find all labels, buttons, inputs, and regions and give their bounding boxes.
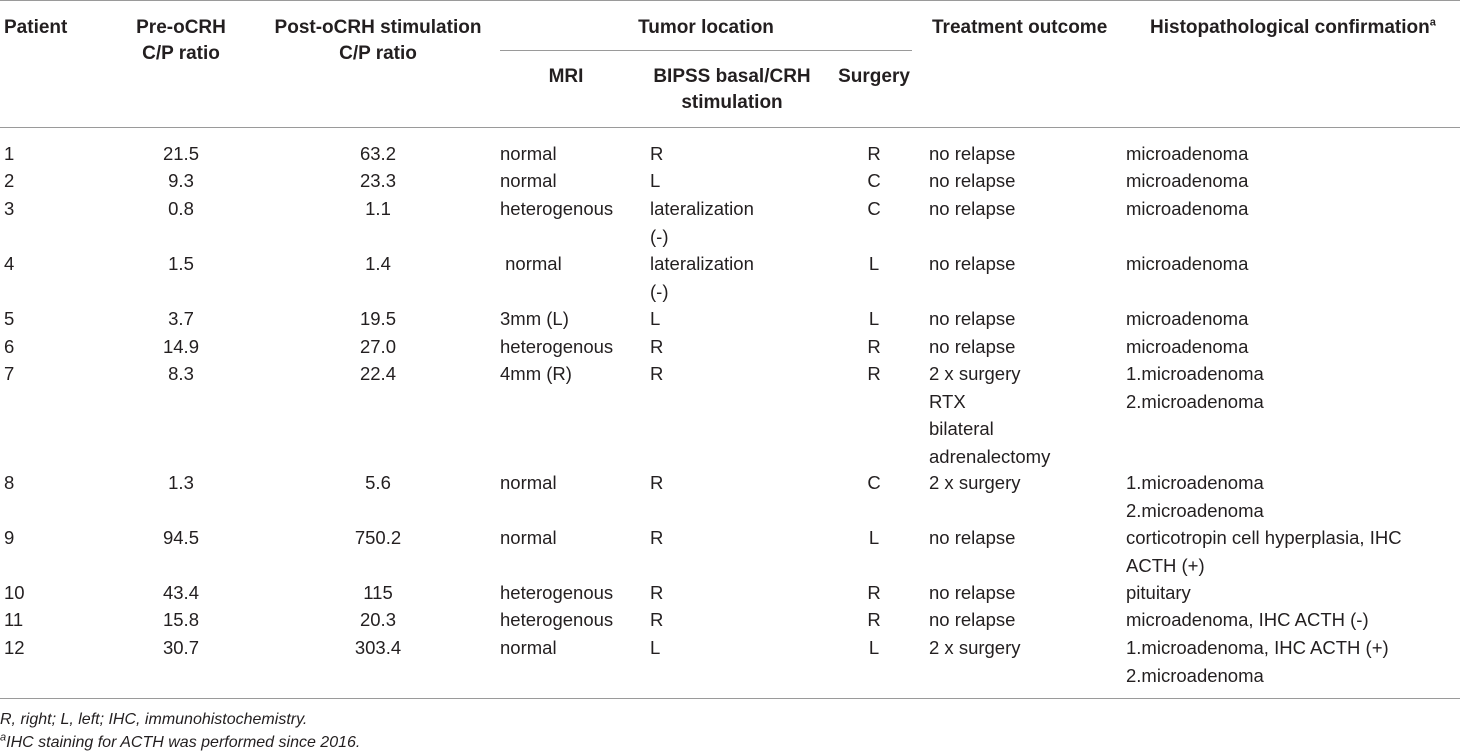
cell-surgery: R xyxy=(867,143,881,164)
header-outcome: Treatment outcome xyxy=(932,17,1108,38)
cell-pre: 14.9 xyxy=(162,336,199,357)
cell-mri: normal xyxy=(500,527,557,548)
cell-pre: 0.8 xyxy=(168,198,194,219)
cell-outcome: no relapse xyxy=(929,336,1016,357)
header-post: Post-oCRH stimulation C/P ratio xyxy=(274,17,482,64)
cell-bipss: L xyxy=(650,170,661,191)
cell-surgery: L xyxy=(868,637,880,658)
cell-surgery: R xyxy=(867,609,881,630)
cell-pre: 15.8 xyxy=(162,609,199,630)
cell-mri: normal xyxy=(500,170,557,191)
cell-post: 27.0 xyxy=(359,336,396,357)
cell-surgery: C xyxy=(867,472,881,493)
cell-outcome: 2 x surgery RTX bilateral adrenalectomy xyxy=(929,363,1051,467)
cell-outcome: no relapse xyxy=(929,609,1016,630)
cell-bipss: lateralization (-) xyxy=(650,253,754,302)
cell-histo: microadenoma, IHC ACTH (-) xyxy=(1126,609,1369,630)
cell-patient: 6 xyxy=(4,336,15,357)
cell-post: 1.4 xyxy=(365,253,391,274)
cell-histo: 1.microadenoma, IHC ACTH (+) 2.microadenoma xyxy=(1126,637,1389,686)
cell-mri: heterogenous xyxy=(500,336,614,357)
cell-pre: 43.4 xyxy=(162,582,199,603)
cell-histo: microadenoma xyxy=(1126,170,1249,191)
cell-post: 1.1 xyxy=(365,198,391,219)
cell-surgery: C xyxy=(867,198,881,219)
bottom-rule xyxy=(0,698,1460,699)
cell-outcome: no relapse xyxy=(929,582,1016,603)
cell-bipss: L xyxy=(650,308,661,329)
cell-surgery: C xyxy=(867,170,881,191)
header-histo: Histopathological confirmation$^a$ xyxy=(1150,16,1436,38)
cell-histo: microadenoma xyxy=(1126,198,1249,219)
cell-pre: 1.3 xyxy=(168,472,194,493)
cell-pre: 94.5 xyxy=(162,527,199,548)
cell-surgery: R xyxy=(867,363,881,384)
cell-histo: microadenoma xyxy=(1126,308,1249,329)
cell-post: 20.3 xyxy=(359,609,396,630)
tumor-location-rule xyxy=(500,50,912,51)
cell-outcome: no relapse xyxy=(929,143,1016,164)
cell-mri: heterogenous xyxy=(500,609,614,630)
cell-patient: 10 xyxy=(4,582,25,603)
cell-post: 115 xyxy=(363,582,393,603)
cell-histo: pituitary xyxy=(1126,582,1191,603)
cell-patient: 5 xyxy=(4,308,15,329)
cell-outcome: no relapse xyxy=(929,170,1016,191)
cell-bipss: L xyxy=(650,637,661,658)
cell-patient: 12 xyxy=(4,637,25,658)
cell-patient: 4 xyxy=(4,253,15,274)
cell-patient: 7 xyxy=(4,363,15,384)
cell-pre: 21.5 xyxy=(162,143,199,164)
cell-surgery: L xyxy=(868,308,880,329)
cell-bipss: R xyxy=(650,363,664,384)
cell-histo: microadenoma xyxy=(1126,336,1249,357)
cell-pre: 9.3 xyxy=(168,170,194,191)
cell-patient: 3 xyxy=(4,198,15,219)
header-pre: Pre-oCRH C/P ratio xyxy=(136,17,226,64)
cell-post: 303.4 xyxy=(354,637,402,658)
cell-outcome: no relapse xyxy=(929,198,1016,219)
cell-mri: normal xyxy=(500,253,562,274)
cell-outcome: no relapse xyxy=(929,308,1016,329)
header-tumor-location: Tumor location xyxy=(638,17,774,38)
cell-histo: corticotropin cell hyperplasia, IHC ACTH (+) xyxy=(1126,527,1402,576)
cell-bipss: lateralization (-) xyxy=(650,198,754,247)
cell-pre: 8.3 xyxy=(168,363,194,384)
header-bipss: BIPSS basal/CRH stimulation xyxy=(653,66,811,113)
header-mri: MRI xyxy=(548,66,584,87)
cell-post: 750.2 xyxy=(354,527,402,548)
cell-bipss: R xyxy=(650,582,664,603)
header-patient: Patient xyxy=(4,17,68,38)
cell-surgery: L xyxy=(868,527,880,548)
cell-patient: 1 xyxy=(4,143,15,164)
cell-patient: 2 xyxy=(4,170,15,191)
cell-post: 23.3 xyxy=(359,170,396,191)
cell-bipss: R xyxy=(650,527,664,548)
cell-post: 22.4 xyxy=(359,363,396,384)
cell-patient: 9 xyxy=(4,527,15,548)
cell-pre: 3.7 xyxy=(168,308,194,329)
cell-surgery: R xyxy=(867,336,881,357)
cell-surgery: L xyxy=(868,253,880,274)
cell-mri: normal xyxy=(500,637,557,658)
cell-outcome: no relapse xyxy=(929,527,1016,548)
cell-post: 63.2 xyxy=(359,143,396,164)
cell-bipss: R xyxy=(650,609,664,630)
footnote-a: $^a$IHC staining for ACTH was performed since 2016. xyxy=(0,731,361,751)
cell-histo: microadenoma xyxy=(1126,253,1249,274)
cell-bipss: R xyxy=(650,472,664,493)
cell-bipss: R xyxy=(650,143,664,164)
cell-outcome: 2 x surgery xyxy=(929,637,1021,658)
cell-outcome: no relapse xyxy=(929,253,1016,274)
cell-surgery: R xyxy=(867,582,881,603)
cell-pre: 30.7 xyxy=(162,637,199,658)
cell-histo: microadenoma xyxy=(1126,143,1249,164)
cell-patient: 11 xyxy=(4,609,24,630)
cell-mri: heterogenous xyxy=(500,582,614,603)
cell-histo: 1.microadenoma 2.microadenoma xyxy=(1126,363,1264,412)
cell-patient: 8 xyxy=(4,472,15,493)
cell-mri: normal xyxy=(500,143,557,164)
cell-pre: 1.5 xyxy=(168,253,194,274)
cell-histo: 1.microadenoma 2.microadenoma xyxy=(1126,472,1264,521)
top-rule xyxy=(0,0,1460,1)
footnote-abbreviations: R, right; L, left; IHC, immunohistochemistry. xyxy=(0,711,308,728)
header-rule xyxy=(0,127,1460,128)
cell-outcome: 2 x surgery xyxy=(929,472,1021,493)
cell-post: 5.6 xyxy=(365,472,391,493)
cell-bipss: R xyxy=(650,336,664,357)
cell-mri: 4mm (R) xyxy=(500,363,572,384)
cell-mri: heterogenous xyxy=(500,198,614,219)
cell-mri: 3mm (L) xyxy=(500,308,569,329)
cell-mri: normal xyxy=(500,472,557,493)
header-surgery: Surgery xyxy=(838,66,910,87)
cell-post: 19.5 xyxy=(359,308,396,329)
